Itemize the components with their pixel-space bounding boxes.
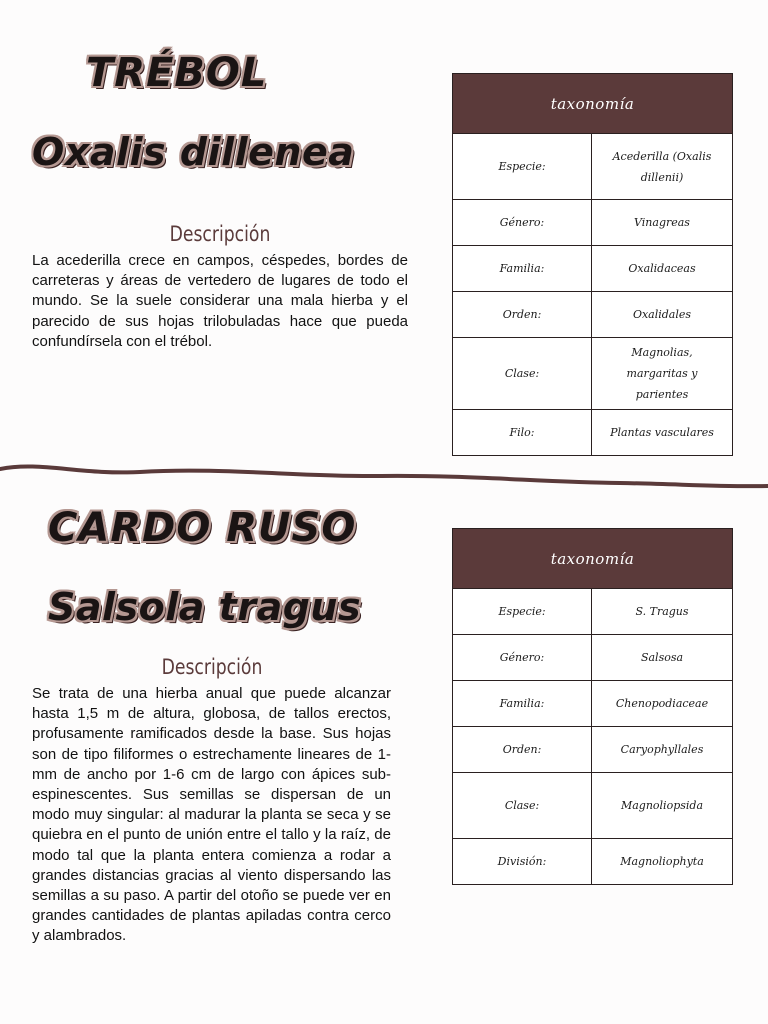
section-cardo-ruso [0, 495, 768, 1024]
taxonomy-value: Salsosa [592, 635, 733, 681]
table-row [453, 410, 733, 456]
taxonomy-key: Especie: [453, 589, 592, 635]
taxonomy-key: Clase: [453, 338, 592, 410]
taxonomy-key: Orden: [453, 292, 592, 338]
taxonomy-key: Género: [453, 200, 592, 246]
taxonomy-key: Filo: [453, 410, 592, 456]
taxonomy-table [452, 528, 733, 885]
taxonomy-value: Oxalidales [592, 292, 733, 338]
table-row [453, 681, 733, 727]
taxonomy-value: Caryophyllales [592, 727, 733, 773]
table-row [453, 292, 733, 338]
table-row [453, 839, 733, 885]
taxonomy-key: Familia: [453, 246, 592, 292]
table-row [453, 246, 733, 292]
table-row [453, 773, 733, 839]
table-row [453, 338, 733, 410]
taxonomy-header: taxonomía [453, 74, 733, 134]
description-heading: Descripción [169, 222, 271, 246]
taxonomy-value: Plantas vasculares [592, 410, 733, 456]
plant-title: CARDO RUSO [48, 505, 357, 551]
taxonomy-key: Especie: [453, 134, 592, 200]
table-row [453, 200, 733, 246]
plant-title: TRÉBOL [86, 50, 268, 96]
taxonomy-value: Oxalidaceas [592, 246, 733, 292]
table-row [453, 635, 733, 681]
taxonomy-key: Género: [453, 635, 592, 681]
wavy-divider [0, 455, 768, 495]
table-row [453, 727, 733, 773]
taxonomy-key: Clase: [453, 773, 592, 839]
table-row [453, 589, 733, 635]
description-text: La acederilla crece en campos, céspedes, bordes de carreteras y áreas de vertedero de lugares de todo el mundo. Se la suele considerar una mala hierba y el parecido de sus hojas trilobuladas hace que pueda confundírsela con el trébol. [32, 252, 408, 350]
taxonomy-value: S. Tragus [592, 589, 733, 635]
taxonomy-header: taxonomía [453, 529, 733, 589]
taxonomy-value: Magnoliopsida [592, 773, 733, 839]
taxonomy-value: Chenopodiaceae [592, 681, 733, 727]
description-heading: Descripción [161, 655, 263, 679]
table-row [453, 134, 733, 200]
taxonomy-value: Acederilla (Oxalis dillenii) [592, 134, 733, 200]
description-text: Se trata de una hierba anual que puede alcanzar hasta 1,5 m de altura, globosa, de tallos erectos, profusamente ramificados desde la base. Sus hojas son de tipo filiformes o estrechamente lineares de 1- mm de ancho por 1-6 cm de largo con ápices sub-espinescentes. Sus semillas se dispersan de un modo muy singular: al madurar la planta se seca y se quiebra en el punto de unión entre el tallo y la raíz, de modo tal que la planta entera comienza a rodar a grandes distancias gracias al viento dispersando las semillas a su paso. A partir del otoño se puede ver en grandes cantidades de plantas apiladas contra cerco y alambrados. [32, 685, 391, 945]
taxonomy-value: Magnolias, margaritas y parientes [592, 338, 733, 410]
taxonomy-table [452, 73, 733, 456]
plant-scientific-name: Oxalis dillenea [32, 130, 355, 174]
section-trebol [0, 0, 768, 470]
taxonomy-key: División: [453, 839, 592, 885]
plant-scientific-name: Salsola tragus [48, 585, 362, 629]
taxonomy-value: Magnoliophyta [592, 839, 733, 885]
taxonomy-value: Vinagreas [592, 200, 733, 246]
taxonomy-key: Familia: [453, 681, 592, 727]
taxonomy-key: Orden: [453, 727, 592, 773]
